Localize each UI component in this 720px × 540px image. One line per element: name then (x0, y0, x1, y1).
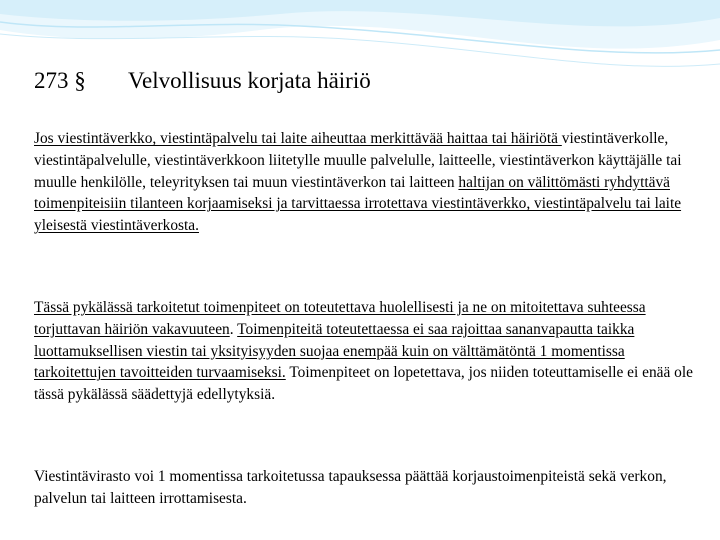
underlined-text: haltijan on välittömästi ryhdyttävä toimenpiteisiin tilanteen korjaamiseksi ja tarvittaessa irrotettava viestintäverkko, viestintäpalvelu tai laite yleisestä viestintäverkosta. (34, 173, 682, 235)
paragraph-3 (34, 466, 694, 510)
body-text: . (229, 320, 238, 338)
body-text: Viestintävirasto voi 1 momentissa tarkoitetussa tapauksessa päättää korjaustoimenpiteistä sekä verkon, palvelun tai laitteen irrottamisesta. (34, 468, 667, 507)
slide-wave-decoration (0, 0, 720, 120)
underlined-text: Toimenpiteitä toteutettaessa ei saa rajoittaa sananvapautta taikka luottamuksellisen viestin tai yksityisyyden suojaa enempää kuin on välttämätöntä 1 momentissa tarkoitettujen tavoitteiden turvaamiseksi. (34, 320, 635, 382)
underlined-text: Jos viestintäverkko, viestintäpalvelu tai laite aiheuttaa merkittävää haittaa tai häiriötä (34, 130, 562, 147)
paragraph-1 (34, 128, 694, 237)
underlined-text: Tässä pykälässä tarkoitetut toimenpiteet on toteutettava huolellisesti ja ne on mitoitettava suhteessa torjuttavan häiriön vakavuuteen (34, 299, 646, 338)
slide-title (34, 68, 371, 94)
body-text: viestintäverkolle, viestintäpalvelulle, viestintäverkkoon liitetylle muulle palvelulle, laitteelle, viestintäverkon käyttäjälle tai muulle henkilölle, teleyrityksen tai muun viestintäverkon tai laitteen (34, 130, 682, 191)
section-number: 273 § (34, 68, 86, 93)
paragraph-2 (34, 297, 694, 406)
title-text: Velvollisuus korjata häiriö (128, 68, 371, 93)
body-text: Toimenpiteet on lopetettava, jos niiden toteuttamiselle ei enää ole tässä pykälässä säädettyjä edellytyksiä. (34, 364, 693, 404)
